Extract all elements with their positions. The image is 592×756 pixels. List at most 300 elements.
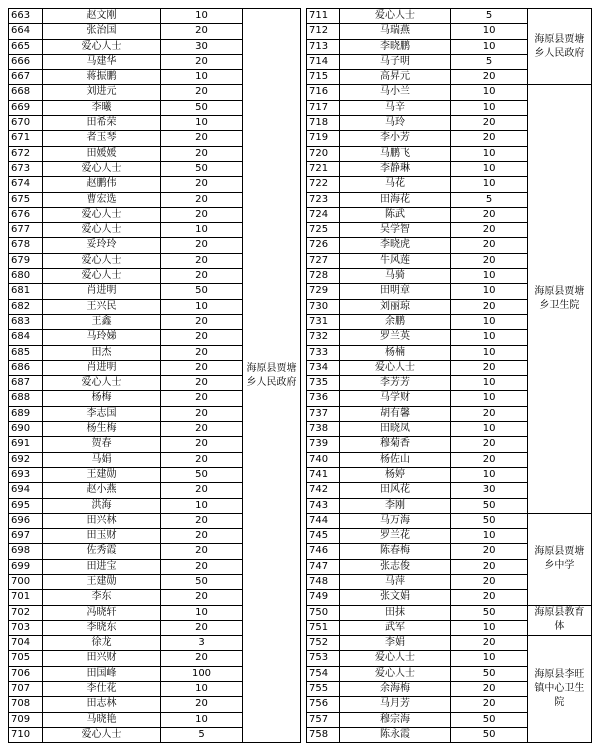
row-number: 666 <box>9 54 43 69</box>
right-donation-table <box>306 8 592 743</box>
donation-amount: 20 <box>161 559 243 574</box>
table-row <box>307 636 592 651</box>
donation-amount: 20 <box>161 620 243 635</box>
organization-cell: 海原县贾塘乡人民政府 <box>243 9 301 743</box>
donor-name: 马花 <box>339 177 451 192</box>
row-number: 749 <box>307 590 340 605</box>
row-number: 741 <box>307 467 340 482</box>
donor-name: 赵文刚 <box>43 9 161 24</box>
donor-name: 穆宗海 <box>339 712 451 727</box>
donation-amount: 10 <box>161 223 243 238</box>
row-number: 755 <box>307 682 340 697</box>
donor-name: 余海梅 <box>339 682 451 697</box>
donation-amount: 20 <box>161 513 243 528</box>
row-number: 703 <box>9 620 43 635</box>
donor-name: 刘丽琼 <box>339 299 451 314</box>
donor-name: 马娟 <box>43 452 161 467</box>
row-number: 728 <box>307 269 340 284</box>
donor-name: 李曦 <box>43 100 161 115</box>
donation-amount: 20 <box>161 146 243 161</box>
donation-amount: 20 <box>161 207 243 222</box>
row-number: 676 <box>9 207 43 222</box>
row-number: 718 <box>307 116 340 131</box>
row-number: 753 <box>307 651 340 666</box>
row-number: 716 <box>307 85 340 100</box>
donor-name: 马学财 <box>339 391 451 406</box>
donor-name: 马瑞燕 <box>339 24 451 39</box>
organization-cell: 海原县教育体 <box>527 605 591 636</box>
donor-name: 罗兰英 <box>339 330 451 345</box>
row-number: 713 <box>307 39 340 54</box>
donation-amount: 10 <box>161 299 243 314</box>
table-row <box>307 85 592 100</box>
row-number: 695 <box>9 498 43 513</box>
donation-amount: 20 <box>451 116 528 131</box>
row-number: 686 <box>9 360 43 375</box>
row-number: 757 <box>307 712 340 727</box>
row-number: 747 <box>307 559 340 574</box>
donation-amount: 50 <box>451 712 528 727</box>
donor-name: 田抹 <box>339 605 451 620</box>
row-number: 736 <box>307 391 340 406</box>
donor-name: 爱心人士 <box>43 269 161 284</box>
donor-name: 马鹏飞 <box>339 146 451 161</box>
donor-name: 王兴民 <box>43 299 161 314</box>
donation-amount: 10 <box>451 391 528 406</box>
donation-amount: 10 <box>161 682 243 697</box>
row-number: 727 <box>307 253 340 268</box>
row-number: 693 <box>9 467 43 482</box>
row-number: 722 <box>307 177 340 192</box>
left-donation-table <box>8 8 301 743</box>
row-number: 681 <box>9 284 43 299</box>
row-number: 746 <box>307 544 340 559</box>
organization-cell: 海原县贾塘乡中学 <box>527 513 591 605</box>
donation-amount: 20 <box>161 269 243 284</box>
donation-amount: 10 <box>451 24 528 39</box>
row-number: 702 <box>9 605 43 620</box>
row-number: 715 <box>307 70 340 85</box>
row-number: 700 <box>9 574 43 589</box>
donor-name: 吴学智 <box>339 223 451 238</box>
row-number: 734 <box>307 360 340 375</box>
donation-amount: 20 <box>451 437 528 452</box>
donor-name: 张文娟 <box>339 590 451 605</box>
row-number: 688 <box>9 391 43 406</box>
donation-amount: 20 <box>451 574 528 589</box>
donation-amount: 50 <box>451 513 528 528</box>
donor-name: 陈武 <box>339 207 451 222</box>
organization-cell: 海原县贾塘乡人民政府 <box>527 9 591 85</box>
donation-amount: 20 <box>161 590 243 605</box>
donation-amount: 50 <box>161 467 243 482</box>
donation-amount: 30 <box>161 39 243 54</box>
donor-name: 田媛媛 <box>43 146 161 161</box>
donation-amount: 20 <box>161 483 243 498</box>
donor-name: 王建勋 <box>43 574 161 589</box>
donor-name: 余鹏 <box>339 314 451 329</box>
row-number: 707 <box>9 682 43 697</box>
donation-amount: 20 <box>161 452 243 467</box>
row-number: 679 <box>9 253 43 268</box>
donor-name: 爱心人士 <box>339 651 451 666</box>
donor-name: 肖进明 <box>43 360 161 375</box>
donor-name: 洪海 <box>43 498 161 513</box>
donation-amount: 20 <box>451 238 528 253</box>
row-number: 731 <box>307 314 340 329</box>
row-number: 704 <box>9 636 43 651</box>
donor-name: 田风花 <box>339 483 451 498</box>
donor-name: 李静琳 <box>339 161 451 176</box>
donation-amount: 10 <box>451 330 528 345</box>
row-number: 723 <box>307 192 340 207</box>
donation-amount: 20 <box>161 651 243 666</box>
donation-amount: 50 <box>451 498 528 513</box>
donation-amount: 20 <box>161 131 243 146</box>
donation-amount: 10 <box>451 422 528 437</box>
donation-amount: 20 <box>161 544 243 559</box>
donor-name: 李小芳 <box>339 131 451 146</box>
donation-amount: 50 <box>451 605 528 620</box>
donor-name: 罗兰花 <box>339 529 451 544</box>
donation-amount: 20 <box>161 238 243 253</box>
donor-name: 杨佐山 <box>339 452 451 467</box>
donation-amount: 5 <box>451 9 528 24</box>
donation-amount: 20 <box>451 559 528 574</box>
donation-amount: 20 <box>161 54 243 69</box>
donation-amount: 10 <box>451 284 528 299</box>
donation-amount: 20 <box>451 452 528 467</box>
row-number: 699 <box>9 559 43 574</box>
donation-amount: 50 <box>161 574 243 589</box>
row-number: 733 <box>307 345 340 360</box>
row-number: 758 <box>307 727 340 742</box>
row-number: 696 <box>9 513 43 528</box>
donation-amount: 20 <box>161 376 243 391</box>
row-number: 751 <box>307 620 340 635</box>
donation-amount: 100 <box>161 666 243 681</box>
donor-name: 刘进元 <box>43 85 161 100</box>
donation-amount: 10 <box>161 70 243 85</box>
donation-amount: 10 <box>451 161 528 176</box>
row-number: 691 <box>9 437 43 452</box>
donation-amount: 20 <box>161 24 243 39</box>
donor-name: 马晓艳 <box>43 712 161 727</box>
row-number: 721 <box>307 161 340 176</box>
donor-name: 田玉财 <box>43 529 161 544</box>
row-number: 694 <box>9 483 43 498</box>
donor-name: 杨婷 <box>339 467 451 482</box>
donation-amount: 20 <box>161 192 243 207</box>
donor-name: 穆菊香 <box>339 437 451 452</box>
donation-amount: 50 <box>451 727 528 742</box>
donor-name: 李东 <box>43 590 161 605</box>
table-row <box>9 9 301 24</box>
row-number: 710 <box>9 727 43 742</box>
donor-name: 李晓鹏 <box>339 39 451 54</box>
donation-amount: 20 <box>451 223 528 238</box>
donor-name: 田海花 <box>339 192 451 207</box>
donor-name: 者玉琴 <box>43 131 161 146</box>
row-number: 754 <box>307 666 340 681</box>
table-row <box>307 605 592 620</box>
row-number: 709 <box>9 712 43 727</box>
donation-amount: 20 <box>451 697 528 712</box>
donor-name: 马萍 <box>339 574 451 589</box>
donor-name: 爱心人士 <box>43 39 161 54</box>
donation-amount: 5 <box>161 727 243 742</box>
donor-name: 田兴财 <box>43 651 161 666</box>
row-number: 735 <box>307 376 340 391</box>
row-number: 752 <box>307 636 340 651</box>
donor-name: 李晓虎 <box>339 238 451 253</box>
row-number: 737 <box>307 406 340 421</box>
donor-name: 李娟 <box>339 636 451 651</box>
donation-amount: 5 <box>451 54 528 69</box>
donor-name: 马子明 <box>339 54 451 69</box>
row-number: 730 <box>307 299 340 314</box>
donation-amount: 20 <box>161 697 243 712</box>
donor-name: 赵小燕 <box>43 483 161 498</box>
donor-name: 田晓凤 <box>339 422 451 437</box>
donation-amount: 10 <box>451 467 528 482</box>
donation-amount: 20 <box>451 207 528 222</box>
row-number: 668 <box>9 85 43 100</box>
donation-amount: 20 <box>161 177 243 192</box>
donor-name: 田明章 <box>339 284 451 299</box>
organization-cell: 海原县李旺镇中心卫生院 <box>527 636 591 743</box>
donor-name: 杨楠 <box>339 345 451 360</box>
donation-amount: 10 <box>161 712 243 727</box>
donation-amount: 20 <box>161 437 243 452</box>
table-row <box>307 513 592 528</box>
row-number: 711 <box>307 9 340 24</box>
donation-amount: 30 <box>451 483 528 498</box>
row-number: 674 <box>9 177 43 192</box>
donation-amount: 10 <box>451 376 528 391</box>
donor-name: 高昇元 <box>339 70 451 85</box>
donor-name: 蒋振鹏 <box>43 70 161 85</box>
row-number: 672 <box>9 146 43 161</box>
donor-name: 爱心人士 <box>43 161 161 176</box>
donation-amount: 50 <box>161 100 243 115</box>
donation-amount: 10 <box>451 39 528 54</box>
donor-name: 杨生梅 <box>43 422 161 437</box>
donor-name: 牛风莲 <box>339 253 451 268</box>
row-number: 675 <box>9 192 43 207</box>
donation-amount: 20 <box>161 85 243 100</box>
row-number: 756 <box>307 697 340 712</box>
donor-name: 爱心人士 <box>339 9 451 24</box>
donation-amount: 20 <box>161 314 243 329</box>
row-number: 669 <box>9 100 43 115</box>
donation-amount: 20 <box>161 529 243 544</box>
donor-name: 王建勋 <box>43 467 161 482</box>
donor-name: 爱心人士 <box>339 360 451 375</box>
donation-amount: 5 <box>451 192 528 207</box>
row-number: 690 <box>9 422 43 437</box>
row-number: 743 <box>307 498 340 513</box>
donor-name: 田希荣 <box>43 116 161 131</box>
row-number: 670 <box>9 116 43 131</box>
row-number: 682 <box>9 299 43 314</box>
row-number: 667 <box>9 70 43 85</box>
donation-amount: 10 <box>451 620 528 635</box>
donor-name: 妥玲玲 <box>43 238 161 253</box>
donation-amount: 20 <box>451 636 528 651</box>
row-number: 714 <box>307 54 340 69</box>
donation-amount: 20 <box>161 391 243 406</box>
donation-amount: 20 <box>451 590 528 605</box>
organization-cell: 海原县贾塘乡卫生院 <box>527 85 591 513</box>
donor-name: 武军 <box>339 620 451 635</box>
donor-name: 李晓东 <box>43 620 161 635</box>
donation-amount: 20 <box>451 360 528 375</box>
donor-name: 马万海 <box>339 513 451 528</box>
row-number: 663 <box>9 9 43 24</box>
donor-name: 马月芳 <box>339 697 451 712</box>
row-number: 689 <box>9 406 43 421</box>
donor-name: 曹宏选 <box>43 192 161 207</box>
donor-name: 爱心人士 <box>43 376 161 391</box>
row-number: 677 <box>9 223 43 238</box>
row-number: 740 <box>307 452 340 467</box>
row-number: 680 <box>9 269 43 284</box>
donation-amount: 10 <box>451 314 528 329</box>
donor-name: 田进宝 <box>43 559 161 574</box>
row-number: 726 <box>307 238 340 253</box>
row-number: 742 <box>307 483 340 498</box>
row-number: 712 <box>307 24 340 39</box>
donor-name: 胡有馨 <box>339 406 451 421</box>
row-number: 744 <box>307 513 340 528</box>
donor-name: 田杰 <box>43 345 161 360</box>
donor-name: 李仕花 <box>43 682 161 697</box>
row-number: 665 <box>9 39 43 54</box>
donation-amount: 10 <box>451 269 528 284</box>
donation-amount: 10 <box>161 9 243 24</box>
donor-name: 李刚 <box>339 498 451 513</box>
row-number: 729 <box>307 284 340 299</box>
donation-amount: 20 <box>451 406 528 421</box>
donor-name: 肖进明 <box>43 284 161 299</box>
row-number: 664 <box>9 24 43 39</box>
row-number: 684 <box>9 330 43 345</box>
donor-name: 马辛 <box>339 100 451 115</box>
row-number: 701 <box>9 590 43 605</box>
donor-name: 爱心人士 <box>43 253 161 268</box>
donor-name: 陈永霞 <box>339 727 451 742</box>
row-number: 725 <box>307 223 340 238</box>
donor-name: 爱心人士 <box>43 207 161 222</box>
donor-name: 佐秀霞 <box>43 544 161 559</box>
row-number: 692 <box>9 452 43 467</box>
row-number: 724 <box>307 207 340 222</box>
donor-name: 马建华 <box>43 54 161 69</box>
donor-name: 田兴林 <box>43 513 161 528</box>
donation-amount: 20 <box>161 330 243 345</box>
row-number: 738 <box>307 422 340 437</box>
row-number: 719 <box>307 131 340 146</box>
donation-amount: 20 <box>161 360 243 375</box>
row-number: 678 <box>9 238 43 253</box>
donation-amount: 10 <box>451 146 528 161</box>
donation-amount: 10 <box>161 116 243 131</box>
donation-amount: 20 <box>161 406 243 421</box>
donor-name: 赵鹏伟 <box>43 177 161 192</box>
row-number: 717 <box>307 100 340 115</box>
donation-amount: 10 <box>451 85 528 100</box>
donation-amount: 10 <box>451 100 528 115</box>
row-number: 748 <box>307 574 340 589</box>
row-number: 706 <box>9 666 43 681</box>
row-number: 739 <box>307 437 340 452</box>
donor-name: 冯晓轩 <box>43 605 161 620</box>
donation-amount: 20 <box>161 422 243 437</box>
donation-amount: 10 <box>451 345 528 360</box>
row-number: 708 <box>9 697 43 712</box>
donation-amount: 50 <box>451 666 528 681</box>
donor-name: 李芳芳 <box>339 376 451 391</box>
donation-amount: 10 <box>161 498 243 513</box>
donation-amount: 10 <box>161 605 243 620</box>
donation-amount: 3 <box>161 636 243 651</box>
row-number: 673 <box>9 161 43 176</box>
donation-amount: 20 <box>161 253 243 268</box>
donor-name: 爱心人士 <box>339 666 451 681</box>
row-number: 745 <box>307 529 340 544</box>
donor-name: 爱心人士 <box>43 223 161 238</box>
donation-amount: 50 <box>161 161 243 176</box>
row-number: 732 <box>307 330 340 345</box>
row-number: 683 <box>9 314 43 329</box>
row-number: 720 <box>307 146 340 161</box>
donation-amount: 20 <box>451 253 528 268</box>
row-number: 671 <box>9 131 43 146</box>
donor-name: 徐龙 <box>43 636 161 651</box>
row-number: 687 <box>9 376 43 391</box>
donation-amount: 20 <box>451 299 528 314</box>
donor-name: 王鑫 <box>43 314 161 329</box>
table-row <box>307 9 592 24</box>
donation-amount: 10 <box>451 529 528 544</box>
row-number: 750 <box>307 605 340 620</box>
donor-name: 贺春 <box>43 437 161 452</box>
donor-name: 田志林 <box>43 697 161 712</box>
donor-name: 马玲娣 <box>43 330 161 345</box>
donor-name: 陈春梅 <box>339 544 451 559</box>
donation-amount: 50 <box>161 284 243 299</box>
donor-name: 马小兰 <box>339 85 451 100</box>
row-number: 685 <box>9 345 43 360</box>
donor-name: 田国峰 <box>43 666 161 681</box>
donor-name: 爱心人士 <box>43 727 161 742</box>
row-number: 697 <box>9 529 43 544</box>
donor-name: 马玲 <box>339 116 451 131</box>
donation-amount: 20 <box>451 544 528 559</box>
donation-amount: 20 <box>451 131 528 146</box>
donation-amount: 20 <box>161 345 243 360</box>
donor-name: 张治国 <box>43 24 161 39</box>
donor-name: 李志国 <box>43 406 161 421</box>
donor-name: 张志俊 <box>339 559 451 574</box>
row-number: 705 <box>9 651 43 666</box>
donor-name: 杨梅 <box>43 391 161 406</box>
donation-amount: 20 <box>451 70 528 85</box>
donation-amount: 10 <box>451 177 528 192</box>
donation-amount: 20 <box>451 682 528 697</box>
row-number: 698 <box>9 544 43 559</box>
